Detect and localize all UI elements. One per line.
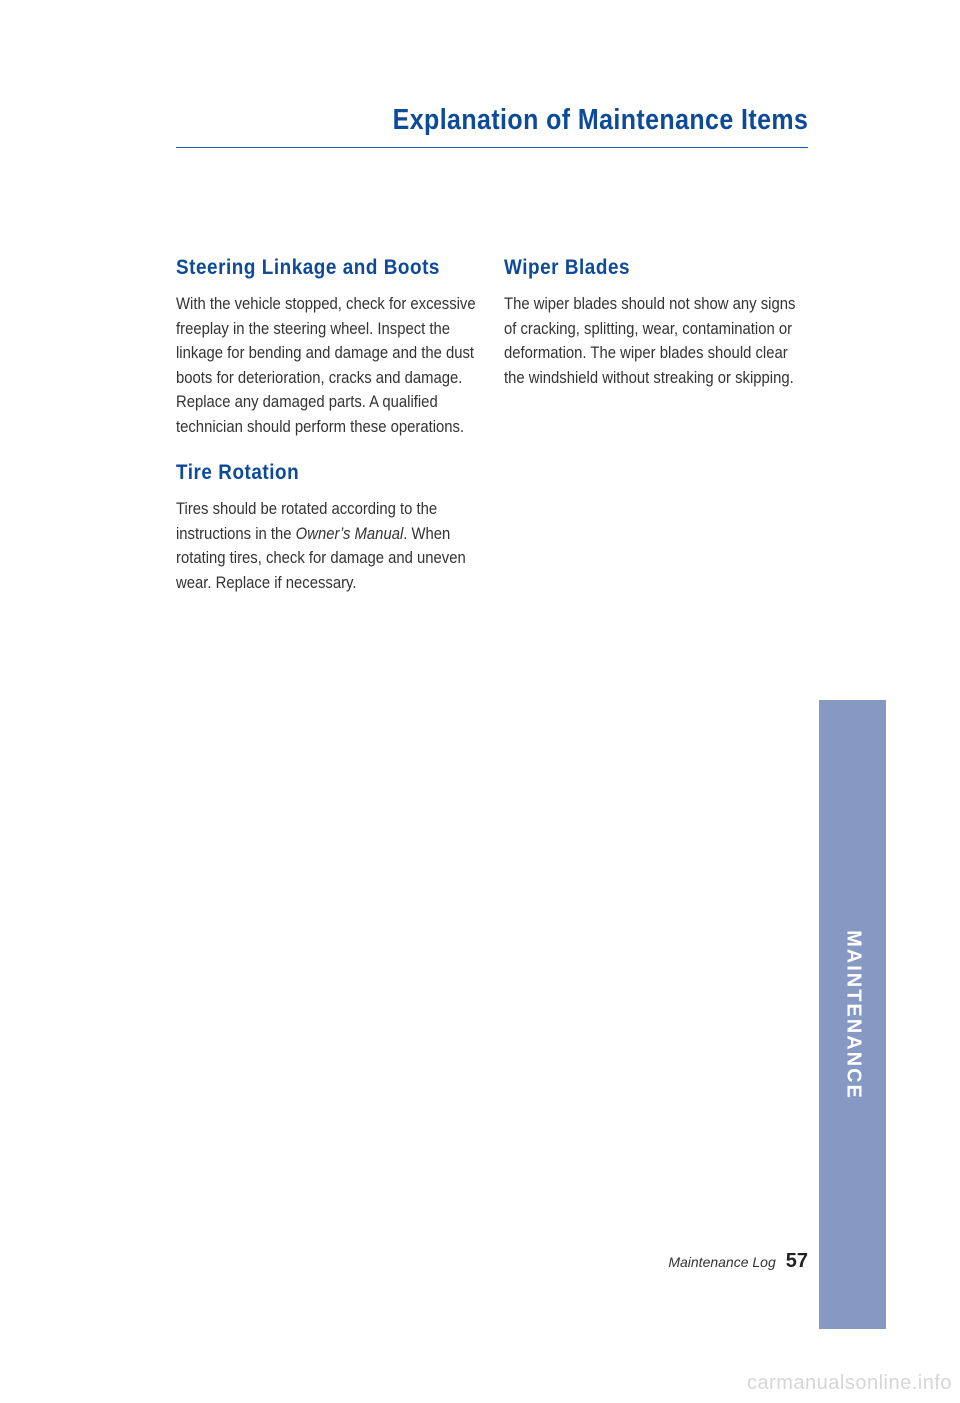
page-footer xyxy=(668,1250,808,1273)
section-heading-steering: Steering Linkage and Boots xyxy=(176,256,440,279)
section-heading-tire: Tire Rotation xyxy=(176,461,300,484)
tire-text-end: . When rotating tires, check for damage and uneven wear. Replace if necessary. xyxy=(176,524,466,592)
section-body-steering: With the vehicle stopped, check for excessive freeplay in the steering wheel. Inspect the linkage for bending and damage and the dust boots for deterioration, cracks and damage. Replace any damaged parts. A qualified technician should perform these operations. xyxy=(176,295,476,436)
footer-label: Maintenance Log xyxy=(668,1254,776,1270)
title-divider xyxy=(176,147,808,148)
section-heading-wiper: Wiper Blades xyxy=(504,256,631,279)
page-title: Explanation of Maintenance Items xyxy=(392,104,808,136)
owners-manual-reference: Owner’s Manual xyxy=(295,524,404,543)
section-body-tire xyxy=(176,497,476,595)
watermark: carmanualsonline.info xyxy=(746,1372,952,1394)
section-steering-linkage xyxy=(176,256,476,439)
tire-text-start: Tires should be rotated according to the instructions in the xyxy=(176,500,438,543)
section-wiper-blades xyxy=(504,256,804,390)
section-body-wiper: The wiper blades should not show any signs of cracking, splitting, wear, contamination or deformation. The wiper blades should clear the windshield without streaking or skipping. xyxy=(504,295,796,387)
section-tire-rotation xyxy=(176,461,476,595)
page-number: 57 xyxy=(785,1250,808,1272)
side-tab-label: MAINTENANCE xyxy=(842,930,864,1100)
side-tab-maintenance xyxy=(819,700,886,1329)
left-column xyxy=(176,256,476,617)
right-column xyxy=(504,256,804,412)
